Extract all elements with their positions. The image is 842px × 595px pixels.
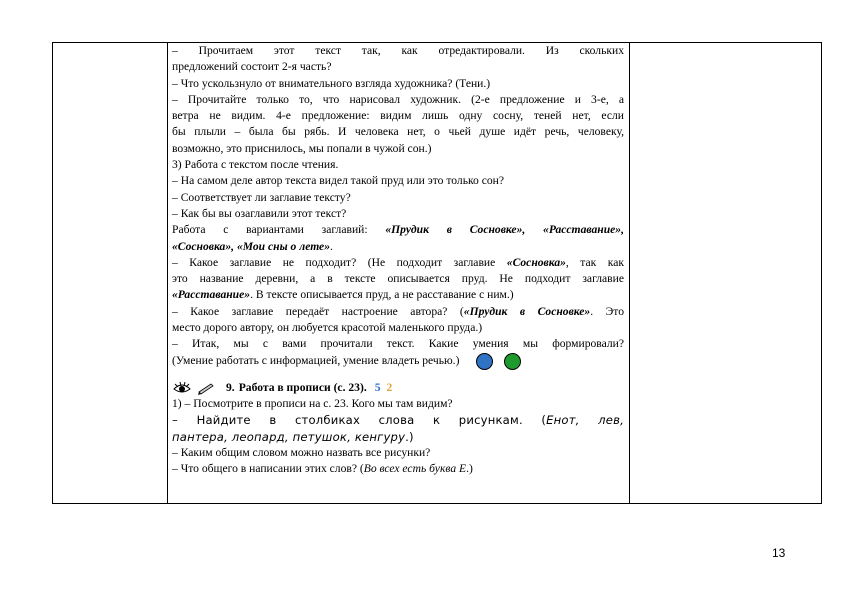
text-line: – Что ускользнуло от внимательного взгляда художника? (Тени.) xyxy=(172,76,491,90)
text-line: – Прочитаем этот текст так, как отредактировали. Из скольких xyxy=(172,44,624,57)
vision-icon xyxy=(172,381,192,395)
text-line: место дорого автору, он любуется красотой маленького пруда.) xyxy=(172,321,483,335)
text-line: – Соответствует ли заглавие тексту? xyxy=(172,190,351,204)
indicator-circles xyxy=(476,353,529,370)
text-plain: . Это xyxy=(590,304,624,318)
text-plain: .) xyxy=(466,462,473,476)
text-line xyxy=(172,353,624,370)
text-plain: . xyxy=(330,239,333,253)
text-line: это название деревни, а в тексте описывается пруд. Не подходит заглавие xyxy=(172,272,624,286)
pencil-icon xyxy=(196,381,216,395)
text-line: возможно, это приснилось, мы попали в чужой сон.) xyxy=(172,141,432,155)
text-line: – Итак, мы с вами прочитали текст. Какие умения мы формировали? xyxy=(172,337,624,351)
text-line: предложений состоит 2-я часть? xyxy=(172,60,332,74)
text-line: 1) – Посмотрите в прописи на с. 23. Кого мы там видим? xyxy=(172,396,453,410)
text-plain: – Найдите в столбиках слова к рисункам. ( xyxy=(172,413,547,428)
text-line xyxy=(172,255,624,271)
task-title: Работа в прописи (с. 23). xyxy=(238,380,367,394)
text-line xyxy=(172,239,624,255)
text-line: – На самом деле автор текста видел такой пруд или это только сон? xyxy=(172,174,505,188)
page-number: 13 xyxy=(772,546,786,560)
animal-list: Енот, лев, xyxy=(546,413,624,428)
blue-circle-icon xyxy=(476,353,493,370)
text-line xyxy=(172,461,624,477)
text-line: – Прочитайте только то, что нарисовал художник. (2-е предложение и 3-е, а xyxy=(172,92,624,106)
column-divider-right xyxy=(629,43,630,503)
text-line xyxy=(172,304,624,320)
title-emphasis: «Сосновка» xyxy=(506,255,566,269)
text-plain: . В тексте описывается пруд, а не расставание с ним.) xyxy=(250,288,514,302)
title-emphasis: «Расставание» xyxy=(172,288,251,302)
text-line xyxy=(172,222,624,238)
answer-italic: Во всех есть буква Е xyxy=(363,462,467,476)
column-divider-left xyxy=(167,43,168,503)
text-plain: , так как xyxy=(565,255,624,269)
task-heading xyxy=(172,380,624,396)
text-line xyxy=(172,412,624,428)
title-emphasis: «Прудик в Сосновке» xyxy=(463,304,591,318)
section-heading: 3) Работа с текстом после чтения. xyxy=(172,158,339,172)
title-variants: «Сосновка», «Мои сны о лете» xyxy=(172,239,330,253)
green-circle-icon xyxy=(504,353,521,370)
text-line: бы плыли – была бы рябь. И человека нет, о чьей душе идёт речь, человеку, xyxy=(172,125,624,139)
text-plain: .) xyxy=(405,429,414,444)
text-plain: – Какое заглавие передаёт настроение автора? ( xyxy=(172,304,464,318)
text-plain: – Какое заглавие не подходит? (Не подходит заглавие xyxy=(172,255,507,269)
text-line: ветра не видим. 4-е предложение: видим лишь одну сосну, теней нет, если xyxy=(172,109,624,123)
task-number-blue: 5 xyxy=(374,380,381,394)
task-number-orange: 2 xyxy=(386,380,393,394)
lesson-content xyxy=(172,43,624,477)
text-line: – Как бы вы озаглавили этот текст? xyxy=(172,206,347,220)
text-plain: – Что общего в написании этих слов? ( xyxy=(172,462,364,476)
text-line xyxy=(172,287,624,303)
task-number: 9. xyxy=(226,380,235,394)
text-plain: Работа с вариантами заглавий: xyxy=(172,223,386,237)
animal-list: пантера, леопард, петушок, кенгуру xyxy=(172,429,406,444)
text-line: – Каким общим словом можно назвать все рисунки? xyxy=(172,445,431,459)
title-variants: «Прудик в Сосновке», «Расставание», xyxy=(385,223,624,237)
text-line xyxy=(172,429,624,445)
text-plain: (Умение работать с информацией, умение владеть речью.) xyxy=(172,353,460,367)
